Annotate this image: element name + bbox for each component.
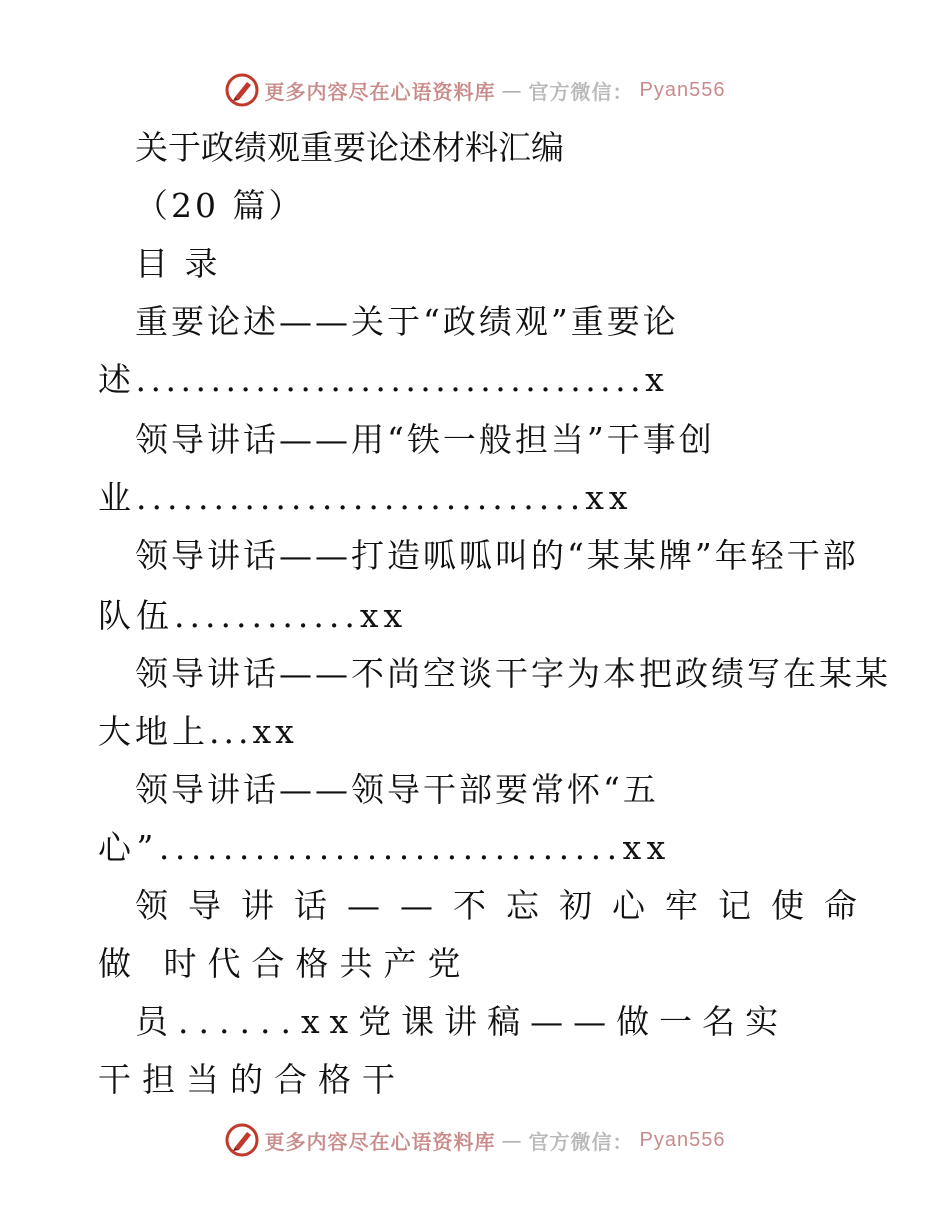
toc-line-4: 业.............................xx <box>98 478 633 517</box>
document-title: 关于政绩观重要论述材料汇编 <box>135 128 564 167</box>
toc-line-6: 队伍............xx <box>98 596 408 635</box>
toc-line-7: 领导讲话——不尚空谈干字为本把政绩写在某某 <box>135 654 891 693</box>
watermark-separator: — <box>501 78 523 102</box>
toc-line-3: 领导讲话——用“铁一般担当”干事创 <box>135 420 715 459</box>
watermark-label: 官方微信： <box>528 79 634 104</box>
watermark-header <box>0 68 950 112</box>
toc-line-9: 领导讲话——领导干部要常怀“五 <box>135 770 659 809</box>
watermark-main-text: 更多内容尽在心语资料库 <box>264 79 496 104</box>
toc-line-5: 领导讲话——打造呱呱叫的“某某牌”年轻干部 <box>135 536 859 575</box>
watermark-main-text: 更多内容尽在心语资料库 <box>264 1129 496 1154</box>
watermark-footer <box>0 1118 950 1162</box>
watermark-separator: — <box>501 1128 523 1152</box>
document-subtitle: （20 篇） <box>135 186 305 225</box>
pen-logo-icon <box>225 73 259 107</box>
watermark-id: Pyan556 <box>639 78 726 101</box>
toc-line-11: 领导讲话——不忘初心牢记使命 <box>135 886 877 925</box>
toc-line-8: 大地上...xx <box>98 712 298 751</box>
watermark-label: 官方微信： <box>528 1129 634 1154</box>
toc-line-14: 干担当的合格干 <box>98 1060 406 1099</box>
toc-line-1: 重要论述——关于“政绩观”重要论 <box>135 302 679 341</box>
toc-line-2: 述..................................x <box>98 360 669 399</box>
toc-line-12: 做 时代合格共产党 <box>98 944 472 983</box>
toc-line-13: 员......xx党课讲稿——做一名实 <box>135 1002 789 1041</box>
toc-heading: 目 录 <box>135 244 221 283</box>
pen-logo-icon <box>225 1123 259 1157</box>
toc-line-10: 心”.............................xx <box>98 828 671 867</box>
watermark-id: Pyan556 <box>639 1128 726 1151</box>
